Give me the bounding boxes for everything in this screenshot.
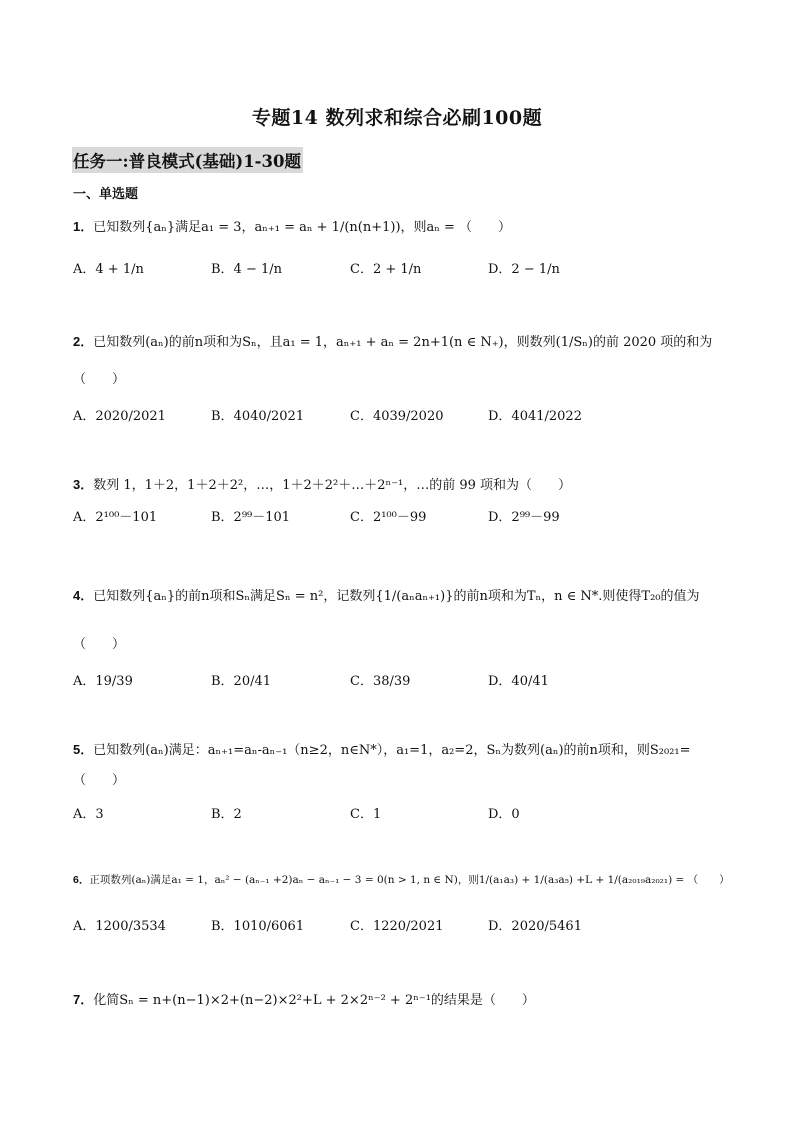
question-6 <box>73 872 730 887</box>
question-7 <box>73 989 535 1008</box>
option-c: C．2¹⁰⁰－99 <box>350 510 427 525</box>
question-5-bracket: （ ） <box>73 773 126 788</box>
option-b: B．20/41 <box>211 674 272 689</box>
option-a: A．4 + 1/n <box>73 262 144 277</box>
option-c: C．4039/2020 <box>350 409 444 424</box>
question-3 <box>73 474 571 493</box>
option-d: D．2⁹⁹－99 <box>488 510 560 525</box>
question-number: 1． <box>73 219 94 234</box>
option-a: A．2¹⁰⁰－101 <box>73 510 158 525</box>
question-stem: 已知数列{aₙ}的前n项和Sₙ满足Sₙ = n²，记数列{1/(aₙaₙ₊₁)}的前n项和为Tₙ，n ∈ N*.则使得T₂₀的值为 <box>93 589 700 604</box>
question-4-bracket: （ ） <box>73 637 126 652</box>
question-stem: 化简Sₙ = n+(n−1)×2+(n−2)×2²+L + 2×2ⁿ⁻² + 2ⁿ⁻¹的结果是（ ） <box>93 993 535 1008</box>
question-stem: 已知数列(aₙ)的前n项和为Sₙ，且a₁ = 1，aₙ₊₁ + aₙ = 2n+1(n ∈ N₊)，则数列(1/Sₙ)的前 2020 项的和为 <box>93 335 713 350</box>
option-d: D．4041/2022 <box>488 409 582 424</box>
option-c: C．1 <box>350 807 382 822</box>
option-b: B．4 − 1/n <box>211 262 283 277</box>
option-c: C．2 + 1/n <box>350 262 422 277</box>
question-number: 3． <box>73 477 94 492</box>
question-stem: 已知数列{aₙ}满足a₁ = 3，aₙ₊₁ = aₙ + 1/(n(n+1))，则aₙ = （ ） <box>93 220 512 235</box>
question-number: 5． <box>73 742 94 757</box>
option-d: D．40/41 <box>488 674 549 689</box>
question-number: 4． <box>73 588 94 603</box>
option-a: A．2020/2021 <box>73 409 166 424</box>
question-number: 7． <box>73 992 94 1007</box>
option-a: A．3 <box>73 807 104 822</box>
option-d: D．2 − 1/n <box>488 262 560 277</box>
option-a: A．1200/3534 <box>73 919 166 934</box>
option-b: B．2⁹⁹－101 <box>211 510 291 525</box>
question-stem: 数列 1，1＋2，1＋2＋2²，…，1＋2＋2²＋…＋2ⁿ⁻¹，…的前 99 项和为（ ） <box>93 478 572 493</box>
task-header: 任务一:普良模式(基础)1-30题 <box>72 147 303 173</box>
option-c: C．1220/2021 <box>350 919 444 934</box>
option-b: B．1010/6061 <box>211 919 305 934</box>
question-number: 6． <box>73 874 90 886</box>
option-d: D．2020/5461 <box>488 919 582 934</box>
option-d: D．0 <box>488 807 520 822</box>
option-a: A．19/39 <box>73 674 133 689</box>
question-stem: 已知数列(aₙ)满足：aₙ₊₁=aₙ-aₙ₋₁（n≥2，n∈N*），a₁=1，a₂=2，Sₙ为数列(aₙ)的前n项和，则S₂₀₂₁= <box>93 743 691 758</box>
question-stem: 正项数列(aₙ)满足a₁ = 1，aₙ² − (aₙ₋₁ +2)aₙ − aₙ₋₁ − 3 = 0(n > 1, n ∈ N)，则1/(a₁a₃) + 1/(a₃a₅) +L + 1/(a₂₀₁₉a₂₀₂₁) = （ ） <box>89 874 730 886</box>
question-5 <box>73 739 691 758</box>
option-c: C．38/39 <box>350 674 411 689</box>
question-2-bracket: （ ） <box>73 372 126 387</box>
question-number: 2． <box>73 334 94 349</box>
option-b: B．4040/2021 <box>211 409 305 424</box>
page-title: 专题14 数列求和综合必刷100题 <box>251 107 543 129</box>
option-b: B．2 <box>211 807 242 822</box>
question-1 <box>73 216 511 235</box>
question-2 <box>73 331 712 350</box>
section-header: 一、单选题 <box>73 187 139 202</box>
question-4 <box>73 585 700 604</box>
